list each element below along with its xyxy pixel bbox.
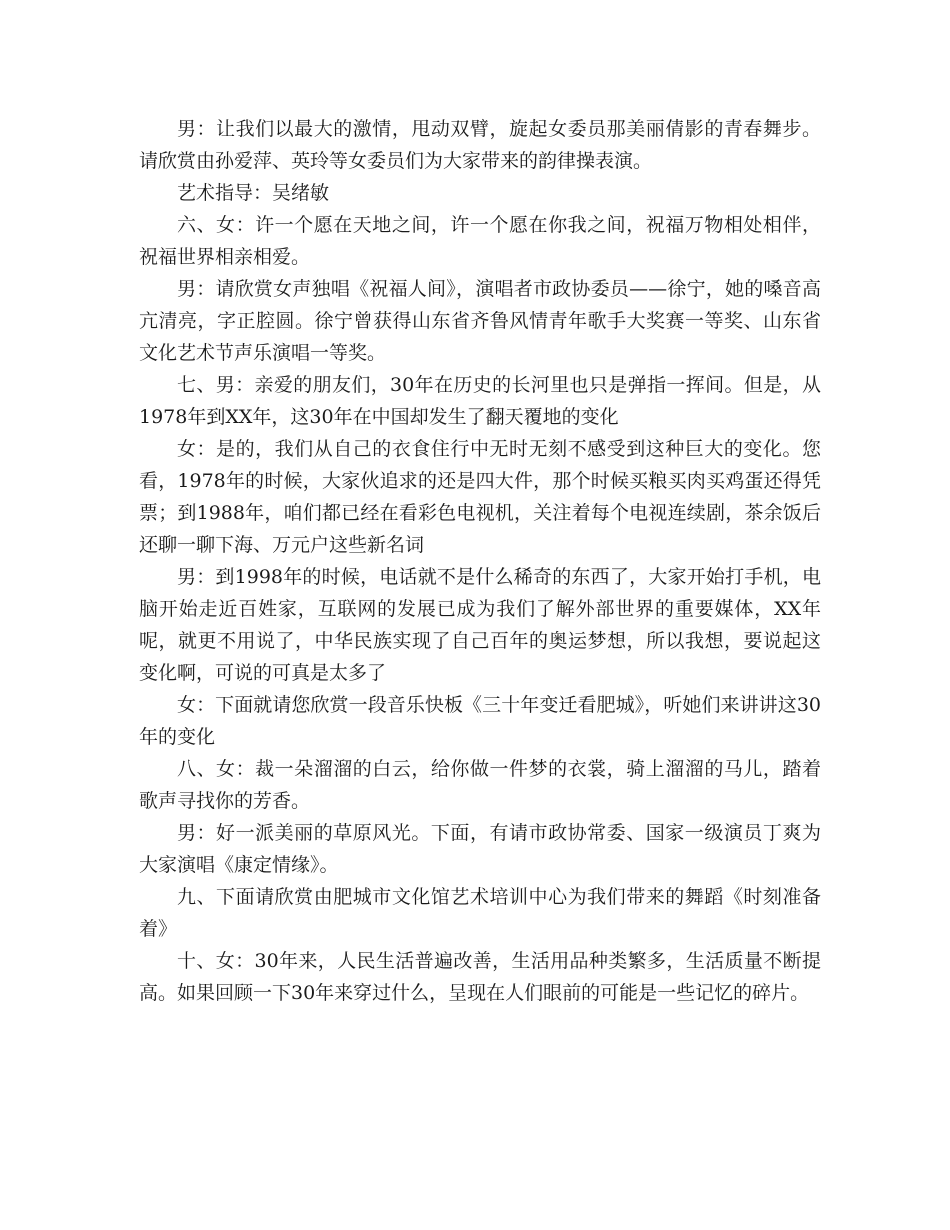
paragraph-seven-thirty-years: 七、男：亲爱的朋友们，30年在历史的长河里也只是弹指一挥间。但是，从1978年到XX年，这30年在中国却发生了翻天覆地的变化 <box>139 374 821 428</box>
paragraph-ten-life: 十、女：30年来，人民生活普遍改善，生活用品种类繁多，生活质量不断提高。如果回顾一下30年来穿过什么，呈现在人们眼前的可能是一些记忆的碎片。 <box>139 950 821 1004</box>
paragraph-eight-cloud: 八、女：裁一朵溜溜的白云，给你做一件梦的衣裳，骑上溜溜的马儿，踏着歌声寻找你的芳香。 <box>139 758 821 812</box>
paragraph-aerobics-intro: 男：让我们以最大的激情，甩动双臂，旋起女委员那美丽倩影的青春舞步。请欣赏由孙爱萍、英玲等女委员们为大家带来的韵律操表演。 <box>139 118 821 172</box>
paragraph-six-wish: 六、女：许一个愿在天地之间，许一个愿在你我之间，祝福万物相处相伴，祝福世界相亲相爱。 <box>139 214 821 268</box>
paragraph-nine-dance: 九、下面请欣赏由肥城市文化馆艺术培训中心为我们带来的舞蹈《时刻准备着》 <box>139 886 821 940</box>
paragraph-grassland: 男：好一派美丽的草原风光。下面，有请市政协常委、国家一级演员丁爽为大家演唱《康定情缘》。 <box>139 822 821 876</box>
paragraph-art-director: 艺术指导：吴绪敏 <box>177 182 330 204</box>
paragraph-male-changes: 男：到1998年的时候，电话就不是什么稀奇的东西了，大家开始打手机，电脑开始走近百姓家，互联网的发展已成为我们了解外部世界的重要媒体，XX年呢，就更不用说了，中华民族实现了自己百年的奥运梦想，所以我想，要说起这变化啊，可说的可真是太多了 <box>139 566 821 684</box>
paragraph-female-changes: 女：是的，我们从自己的衣食住行中无时无刻不感受到这种巨大的变化。您看，1978年的时候，大家伙追求的还是四大件，那个时候买粮买肉买鸡蛋还得凭票；到1988年，咱们都已经在看彩色电视机，关注着每个电视连续剧，茶余饭后还聊一聊下海、万元户这些新名词 <box>139 438 821 556</box>
paragraph-kuaiban-intro: 女：下面就请您欣赏一段音乐快板《三十年变迁看肥城》，听她们来讲讲这30年的变化 <box>139 694 821 748</box>
document-body <box>139 113 821 1009</box>
paragraph-solo-intro: 男：请欣赏女声独唱《祝福人间》，演唱者市政协委员——徐宁，她的嗓音高亢清亮，字正腔圆。徐宁曾获得山东省齐鲁风情青年歌手大奖赛一等奖、山东省文化艺术节声乐演唱一等奖。 <box>139 278 821 364</box>
